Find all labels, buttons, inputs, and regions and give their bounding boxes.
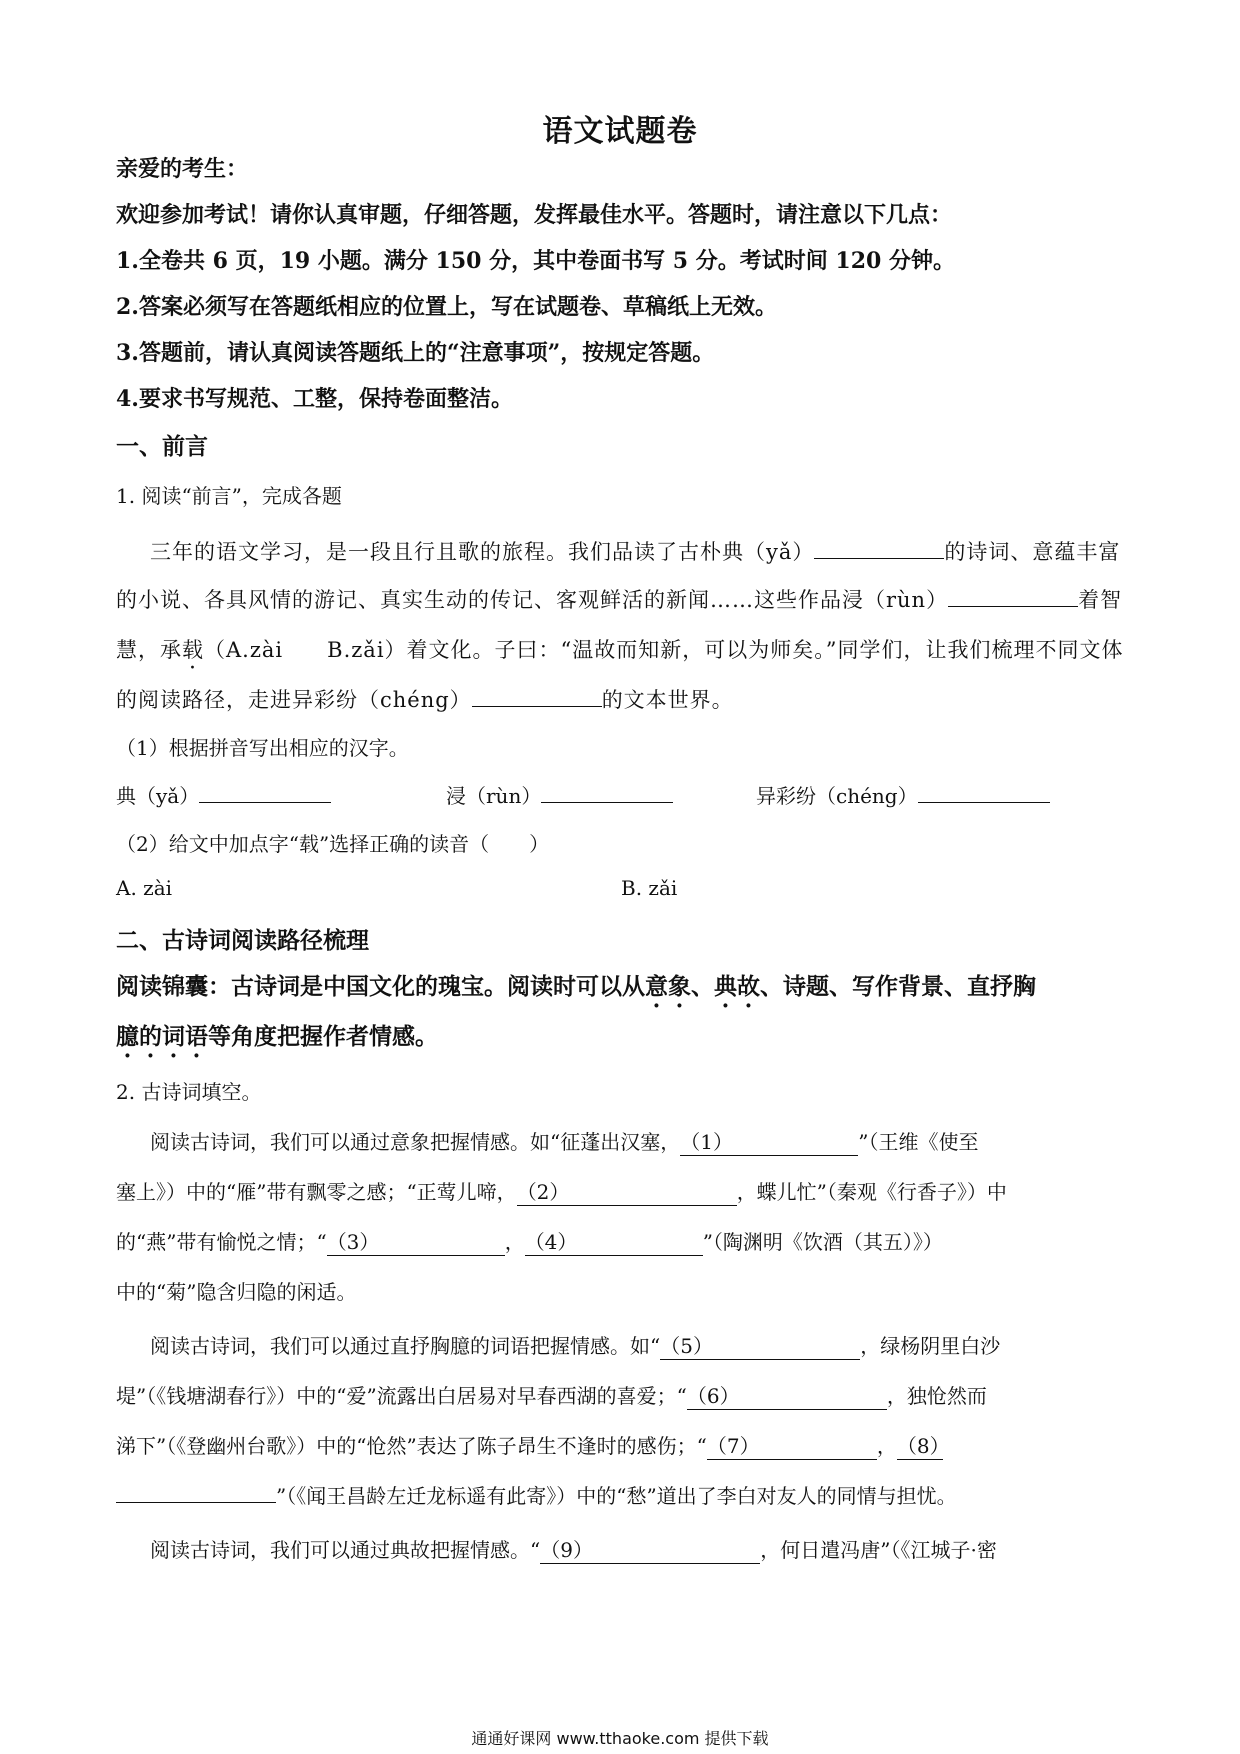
answer-blank-4[interactable]	[525, 1226, 703, 1256]
section-2-heading: 二、古诗词阅读路径梳理	[116, 927, 369, 954]
passage-text: 慧，承	[116, 638, 182, 662]
para-text: 塞上》）中的“雁”带有飘零之感；“正莺儿啼，	[116, 1180, 517, 1204]
passage-text: 的诗词、意蕴丰富	[944, 540, 1121, 564]
tip-text: 、诗题、写作背景、直抒胸	[760, 973, 1036, 1000]
passage-text: 的文本世界。	[601, 688, 734, 712]
dotted-char: 典	[714, 973, 737, 1000]
pinyin-item: 浸（rùn）	[446, 784, 542, 808]
passage-text: 的阅读路径，走进异彩纷（chéng）	[116, 688, 472, 712]
blank-number: （6）	[686, 1384, 740, 1408]
section-1-heading: 一、前言	[116, 433, 208, 460]
para-text: 阅读古诗词，我们可以通过直抒胸臆的词语把握情感。如“	[150, 1334, 661, 1358]
para-text: 涕下”（《登幽州台歌》）中的“怆然”表达了陈子昂生不逢时的感伤；“	[116, 1434, 707, 1458]
poem-para-1-line-1	[150, 1126, 978, 1156]
question-1-stem: 1. 阅读“前言”，完成各题	[116, 484, 342, 508]
para-text: ，	[876, 1434, 897, 1458]
pinyin-item: 典（yǎ）	[116, 784, 200, 808]
page-title: 语文试题卷	[542, 114, 698, 149]
dotted-char: 臆	[116, 1023, 139, 1050]
passage-text: （A.zài B.zǎi）着文化。子曰：“温故而知新，可以为师矣。”同学们，让我们梳理不同文体	[204, 638, 1124, 662]
answer-blank-9[interactable]	[540, 1534, 760, 1564]
blank-number: （3）	[326, 1230, 380, 1254]
blank-number: （9）	[540, 1538, 593, 1562]
answer-blank-1[interactable]	[680, 1126, 858, 1156]
blank-number: （5）	[660, 1334, 713, 1358]
answer-blank-7[interactable]	[707, 1430, 877, 1460]
para-text: 阅读古诗词，我们可以通过意象把握情感。如“征蓬出汉塞，	[150, 1130, 681, 1154]
pinyin-item: 异彩纷（chéng）	[756, 784, 918, 808]
poem-para-2-line-1	[150, 1330, 1000, 1360]
para-text: ”（王维《使至	[858, 1130, 979, 1154]
option-b[interactable]: B. zǎi	[621, 876, 678, 900]
blank-number: （2）	[516, 1180, 570, 1204]
passage-line-2	[116, 584, 1122, 614]
dotted-char: 词	[162, 1023, 185, 1050]
passage-line-1	[150, 536, 1120, 566]
sub-question-1: （1）根据拼音写出相应的汉字。	[116, 736, 409, 760]
poem-para-2-line-3	[116, 1430, 950, 1460]
dotted-char: 语	[185, 1023, 208, 1050]
reading-tip-line-2	[116, 1018, 438, 1051]
greeting: 亲爱的考生：	[116, 156, 249, 182]
passage-text: 三年的语文学习，是一段且行且歌的旅程。我们品读了古朴典（yǎ）	[150, 540, 815, 564]
option-a[interactable]: A. zài	[116, 876, 173, 900]
blank-number: （8）	[896, 1434, 950, 1458]
dotted-char: 意	[645, 973, 668, 1000]
answer-blank[interactable]	[814, 538, 944, 559]
poem-para-3-line-1	[150, 1534, 997, 1564]
answer-blank-8-cont[interactable]	[116, 1482, 276, 1503]
tip-text: 、	[691, 973, 714, 1000]
para-text: ，绿杨阴里白沙	[860, 1334, 1001, 1358]
question-2-stem: 2. 古诗词填空。	[116, 1080, 262, 1104]
dotted-char: 载	[182, 638, 204, 662]
passage-line-3	[116, 634, 1124, 664]
poem-para-2-line-2	[116, 1380, 987, 1410]
para-text: 堤”（《钱塘湖春行》）中的“爱”流露出白居易对早春西湖的喜爱；“	[116, 1384, 687, 1408]
page-footer: 通通好课网 www.tthaoke.com 提供下载	[471, 1729, 769, 1748]
rule-2: 2.答案必须写在答题纸相应的位置上，写在试题卷、草稿纸上无效。	[116, 294, 777, 320]
dotted-char: 故	[737, 973, 760, 1000]
rule-1: 1.全卷共 6 页，19 小题。满分 150 分，其中卷面书写 5 分。考试时间 120 分钟。	[116, 248, 955, 274]
welcome-text: 欢迎参加考试！请你认真审题，仔细答题，发挥最佳水平。答题时，请注意以下几点：	[116, 202, 953, 228]
answer-blank[interactable]	[199, 782, 331, 803]
dotted-char: 象	[668, 973, 691, 1000]
answer-blank[interactable]	[472, 686, 602, 707]
tip-text: 阅读锦囊：古诗词是中国文化的瑰宝。阅读时可以从	[116, 973, 645, 1000]
para-text: ”（《闻王昌龄左迁龙标遥有此寄》）中的“愁”道出了李白对友人的同情与担忧。	[276, 1484, 957, 1508]
poem-para-1-line-3	[116, 1226, 943, 1256]
blank-number: （1）	[680, 1130, 733, 1154]
sub-question-2: （2）给文中加点字“载”选择正确的读音（ ）	[116, 832, 550, 856]
para-text: ，何日遣冯唐”（《江城子·密	[760, 1538, 997, 1562]
para-text: ，蝶儿忙”（秦观《行香子》）中	[736, 1180, 1007, 1204]
para-text: ，	[504, 1230, 525, 1254]
answer-blank[interactable]	[948, 586, 1078, 607]
poem-para-1-line-2	[116, 1176, 1007, 1206]
poem-para-1-line-4: 中的“菊”隐含归隐的闲适。	[116, 1280, 357, 1304]
rule-4: 4.要求书写规范、工整，保持卷面整洁。	[116, 386, 513, 412]
poem-para-2-line-4	[116, 1480, 957, 1509]
answer-blank-6[interactable]	[687, 1380, 887, 1410]
para-text: 阅读古诗词，我们可以通过典故把握情感。“	[150, 1538, 541, 1562]
passage-line-4	[116, 684, 734, 714]
rule-3: 3.答题前，请认真阅读答题纸上的“注意事项”，按规定答题。	[116, 340, 715, 366]
blank-number: （4）	[524, 1230, 578, 1254]
answer-blank[interactable]	[918, 782, 1050, 803]
reading-tip-line-1	[116, 968, 1036, 1001]
para-text: 的“燕”带有愉悦之情；“	[116, 1230, 327, 1254]
answer-blank-8[interactable]	[896, 1430, 950, 1460]
passage-text: 着智	[1078, 588, 1123, 612]
tip-text: 等角度把握作者情感。	[208, 1023, 438, 1050]
answer-blank[interactable]	[541, 782, 673, 803]
para-text: ”（陶渊明《饮酒（其五）》）	[702, 1230, 943, 1254]
dotted-char: 的	[139, 1023, 162, 1050]
para-text: ，独怆然而	[886, 1384, 987, 1408]
blank-number: （7）	[706, 1434, 760, 1458]
answer-blank-2[interactable]	[517, 1176, 737, 1206]
passage-text: 的小说、各具风情的游记、真实生动的传记、客观鲜活的新闻……这些作品浸（rùn）	[116, 588, 949, 612]
answer-blank-5[interactable]	[660, 1330, 860, 1360]
answer-blank-3[interactable]	[327, 1226, 505, 1256]
